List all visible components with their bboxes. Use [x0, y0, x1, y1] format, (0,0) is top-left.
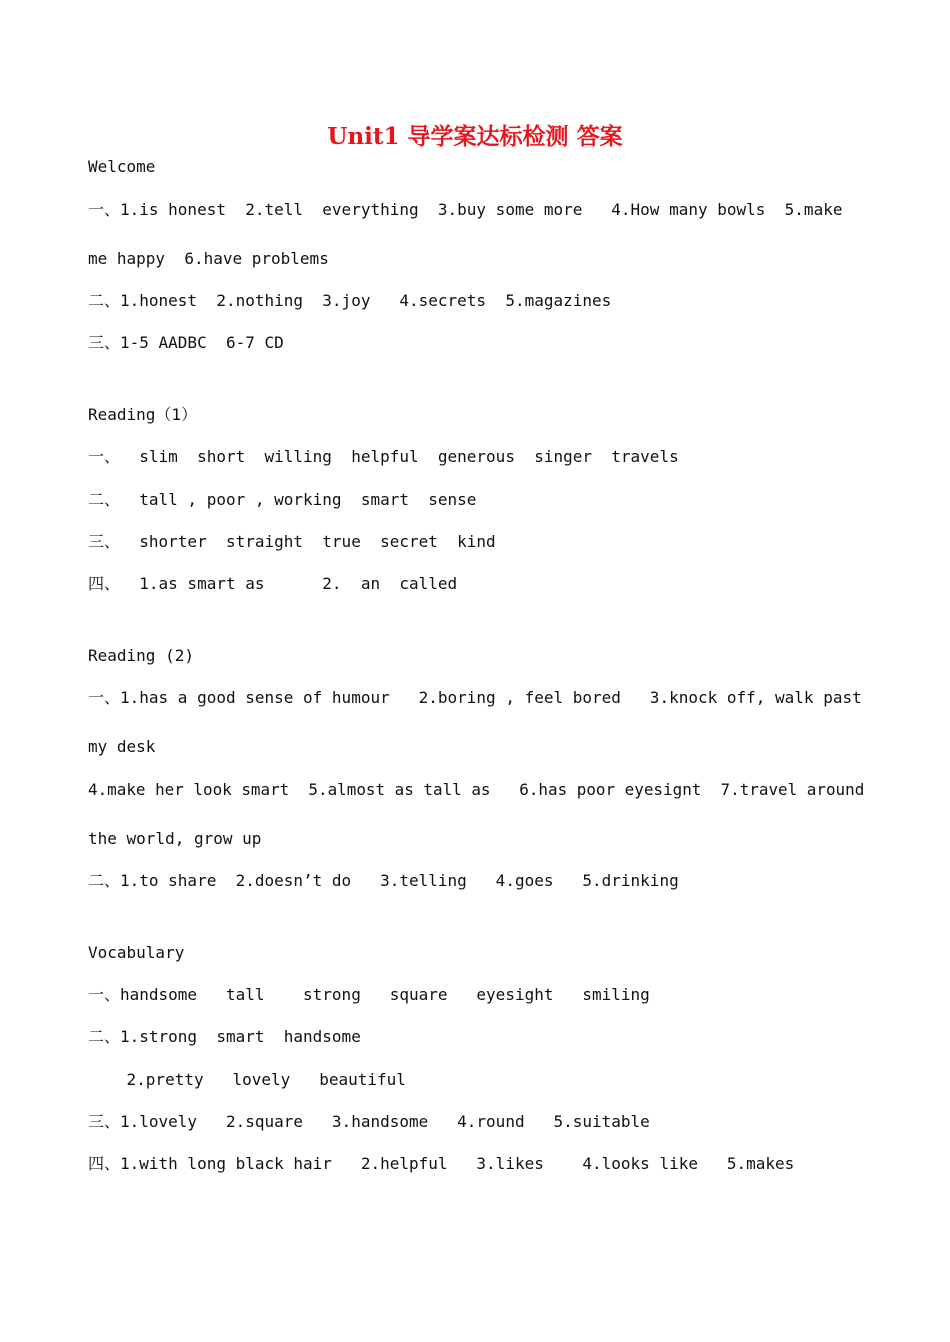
answer-line: 二、1.strong smart handsome: [88, 1027, 361, 1046]
answer-line: 三、1.lovely 2.square 3.handsome 4.round 5.suitable: [88, 1112, 650, 1131]
answer-line: 三、 shorter straight true secret kind: [88, 532, 496, 551]
answer-line: my desk: [88, 737, 156, 756]
section-heading-vocabulary: Vocabulary: [88, 943, 185, 962]
answer-line: 一、 slim short willing helpful generous singer travels: [88, 447, 679, 466]
answer-line: me happy 6.have problems: [88, 249, 329, 268]
answer-line: 三、1-5 AADBC 6-7 CD: [88, 333, 284, 352]
answer-line: 2.pretty lovely beautiful: [88, 1070, 406, 1089]
answer-line: 四、1.with long black hair 2.helpful 3.likes 4.looks like 5.makes: [88, 1154, 795, 1173]
section-heading-welcome: Welcome: [88, 157, 156, 176]
answer-line: 一、1.is honest 2.tell everything 3.buy some more 4.How many bowls 5.make: [88, 200, 843, 219]
answer-line: 一、1.has a good sense of humour 2.boring , feel bored 3.knock off, walk past: [88, 688, 862, 707]
answer-line: the world, grow up: [88, 829, 262, 848]
section-heading-reading-2: Reading (2): [88, 646, 194, 665]
answer-line: 二、1.honest 2.nothing 3.joy 4.secrets 5.magazines: [88, 291, 612, 310]
answer-line: 四、 1.as smart as 2. an called: [88, 574, 458, 593]
answer-line: 二、 tall , poor , working smart sense: [88, 490, 477, 509]
answer-line: 4.make her look smart 5.almost as tall as 6.has poor eyesignt 7.travel around: [88, 780, 865, 799]
answer-line: 二、1.to share 2.doesn’t do 3.telling 4.goes 5.drinking: [88, 871, 679, 890]
section-heading-reading-1: Reading（1）: [88, 405, 198, 424]
page-title: Unit1 导学案达标检测 答案: [327, 123, 623, 150]
answer-line: 一、handsome tall strong square eyesight smiling: [88, 985, 650, 1004]
